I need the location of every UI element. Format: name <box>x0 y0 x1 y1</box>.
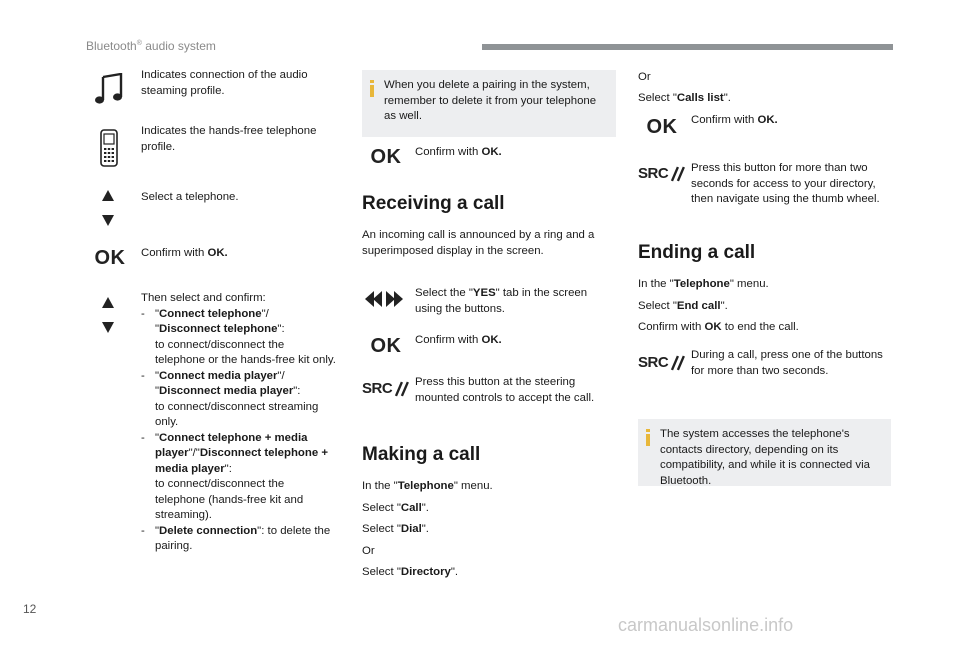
confirm-ok-text: Confirm with OK. <box>415 146 502 158</box>
menu-text: In the "Telephone" menu. <box>638 278 769 290</box>
left-right-arrows-icon <box>362 288 406 310</box>
select-end-call-text: Select "End call". <box>638 299 728 312</box>
info-icon <box>370 80 374 97</box>
phone-icon <box>98 128 120 168</box>
connection-options <box>141 291 336 555</box>
up-down-arrows-icon <box>100 190 116 226</box>
list-item: - "Connect media player"/ "Disconnect media player": to connect/disconnect streaming only. <box>141 369 319 428</box>
handsfree-profile-text: Indicates the hands-free telephone profile. <box>141 125 317 153</box>
during-call-text: During a call, press one of the buttons for more than two seconds. <box>691 349 883 377</box>
running-header: Bluetooth® audio system <box>86 39 216 53</box>
confirm-ok-text: Confirm with OK. <box>141 247 228 259</box>
select-directory-text: Select "Directory". <box>362 566 459 578</box>
or-text: Or <box>638 71 651 83</box>
receiving-call-heading: Receiving a call <box>362 193 505 214</box>
ok-button-icon: OK <box>646 116 678 139</box>
press-src-directory-text: Press this button for more than two seconds for access to your directory, then navigate using the thumb wheel. <box>691 162 880 205</box>
select-dial-text: Select "Dial". <box>362 523 429 535</box>
then-select-text: Then select and confirm: <box>141 292 266 304</box>
up-down-arrows-icon <box>100 297 116 333</box>
watermark: carmanualsonline.info <box>618 615 794 635</box>
src-button-icon: SRC <box>638 352 686 374</box>
confirm-end-text: Confirm with OK to end the call. <box>638 321 799 333</box>
menu-text: In the "Telephone" menu. <box>362 480 493 492</box>
ok-button-icon: OK <box>370 335 402 358</box>
delete-pairing-note <box>362 70 616 137</box>
ok-button-icon: OK <box>370 146 402 169</box>
select-calls-list-text: Select "Calls list". <box>638 92 731 104</box>
select-call-text: Select "Call". <box>362 501 429 514</box>
list-item: - "Delete connection": to delete the pairing. <box>141 524 331 552</box>
ok-button-icon: OK <box>94 247 126 270</box>
note-text: When you delete a pairing in the system, remember to delete it from your telephone as well. <box>384 79 597 122</box>
press-src-accept-text: Press this button at the steering mounted controls to accept the call. <box>415 376 595 404</box>
confirm-ok-text: Confirm with OK. <box>691 114 778 126</box>
audio-profile-text: Indicates connection of the audio steaming profile. <box>141 69 308 97</box>
list-item: - "Connect telephone + media player"/"Disconnect telephone + media player": to connect/disconnect the telephone (hands-free kit and streaming). <box>141 431 329 521</box>
music-note-icon <box>92 72 126 106</box>
page-number: 12 <box>23 602 37 616</box>
ending-call-steps <box>638 277 888 336</box>
select-yes-text: Select the "YES" tab in the screen using the buttons. <box>415 287 588 315</box>
making-call-heading: Making a call <box>362 444 481 465</box>
list-item: - "Connect telephone"/ "Disconnect telephone": to connect/disconnect the telephone or the hands-free kit only. <box>141 307 336 366</box>
src-button-icon: SRC <box>638 163 686 185</box>
receiving-intro-text: An incoming call is announced by a ring and a superimposed display in the screen. <box>362 229 595 257</box>
making-call-steps <box>362 479 612 581</box>
note-text: The system accesses the telephone's contacts directory, depending on its compatibility, and while it is connected via Bluetooth. <box>660 428 870 487</box>
confirm-ok-text: Confirm with OK. <box>415 334 502 346</box>
src-button-icon: SRC <box>362 378 410 400</box>
info-icon <box>646 429 650 446</box>
contacts-directory-note <box>638 419 891 486</box>
header-bar <box>482 44 893 50</box>
or-text: Or <box>362 544 375 557</box>
select-telephone-text: Select a telephone. <box>141 191 239 203</box>
ending-call-heading: Ending a call <box>638 242 756 263</box>
